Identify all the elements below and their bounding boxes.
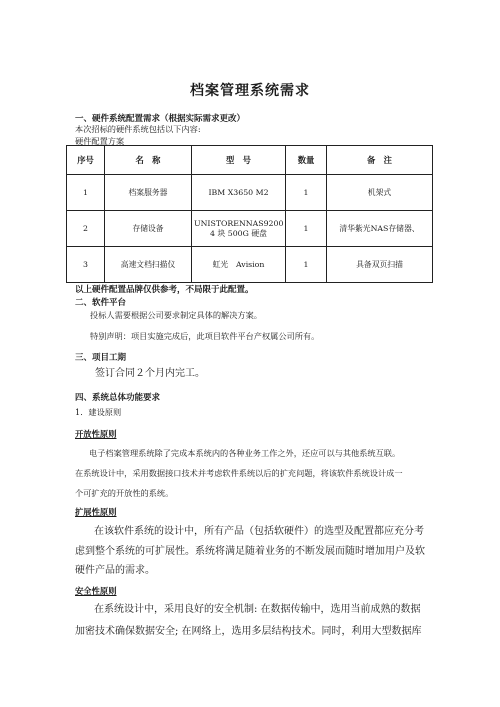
cell-note: 清华紫光NAS存储器、 bbox=[327, 211, 433, 247]
security-principle-line: 在系统设计中，采用良好的安全机制: 在数据传输中，选用当前成熟的数据 bbox=[94, 604, 421, 615]
table-row bbox=[67, 247, 433, 283]
document-title: 档案管理系统需求 bbox=[190, 83, 310, 99]
cell-qty: 1 bbox=[286, 211, 327, 247]
open-principle-line: 个可扩充的开放性的系统。 bbox=[75, 488, 174, 498]
security-principle-title: 安全性原则 bbox=[75, 586, 117, 596]
section-1-plan-label: 硬件配置方案 bbox=[75, 136, 125, 146]
table-footnote: 以上硬件配置品牌仅供参考，不局限于此配置。 bbox=[75, 285, 254, 295]
section-4-heading: 四、系统总体功能要求 bbox=[75, 393, 161, 403]
header-cell: 型 号 bbox=[192, 146, 286, 175]
cell-no: 3 bbox=[67, 247, 105, 283]
ext-principle-line: 虑到整个系统的可扩展性。系统将满足随着业务的不断发展而随时增加用户及软 bbox=[75, 546, 425, 557]
header-cell: 序号 bbox=[67, 146, 105, 175]
cell-no: 1 bbox=[67, 175, 105, 211]
section-3-p1: 签订合同２个月内完工。 bbox=[95, 368, 205, 379]
open-principle-line: 电子档案管理系统除了完成本系统内的各种业务工作之外，还应可以与其他系统互联。 bbox=[89, 448, 401, 458]
section-2-p1: 投标人需要根据公司要求制定具体的解决方案。 bbox=[90, 310, 262, 320]
cell-name: 档案服务器 bbox=[105, 175, 192, 211]
header-cell: 名 称 bbox=[105, 146, 192, 175]
section-2-p2: 特别声明：项目实施完成后，此项目软件平台产权属公司所有。 bbox=[90, 331, 320, 341]
section-1-heading: 一、硬件系统配置需求（根据实际需求更改） bbox=[75, 114, 246, 124]
section-4-sub1: 1．建设原则 bbox=[75, 407, 122, 417]
cell-qty: 1 bbox=[286, 247, 327, 283]
table-row bbox=[67, 211, 433, 247]
table-row bbox=[67, 175, 433, 211]
open-principle-line: 在系统设计中，采用数据接口技术并考虑软件系统以后的扩充问题，将该软件系统设计成一 bbox=[75, 468, 403, 478]
hardware-config-table bbox=[66, 145, 433, 283]
cell-model: 虹光 Avision bbox=[192, 247, 286, 283]
section-2-heading: 二、软件平台 bbox=[75, 298, 127, 308]
cell-name: 存储设备 bbox=[105, 211, 192, 247]
cell-name: 高速文档扫描仪 bbox=[105, 247, 192, 283]
cell-note: 机架式 bbox=[327, 175, 433, 211]
ext-principle-line: 在该软件系统的设计中，所有产品（包括软硬件）的选型及配置都应充分考 bbox=[94, 526, 424, 537]
cell-qty: 1 bbox=[286, 175, 327, 211]
section-1-intro: 本次招标的硬件系统包括以下内容: bbox=[75, 124, 201, 134]
security-principle-line: 加密技术确保数据安全; 在网络上，选用多层结构技术。同时，利用大型数据库 bbox=[75, 626, 422, 637]
cell-no: 2 bbox=[67, 211, 105, 247]
header-cell: 数量 bbox=[286, 146, 327, 175]
cell-model: UNISTORENNAS9200 4 块 500G 硬盘 bbox=[192, 211, 286, 247]
cell-model: IBM X3650 M2 bbox=[192, 175, 286, 211]
open-principle-title: 开放性原则 bbox=[75, 429, 117, 439]
table-header-row bbox=[67, 146, 433, 175]
header-cell: 备 注 bbox=[327, 146, 433, 175]
section-3-heading: 三、项目工期 bbox=[75, 353, 127, 363]
ext-principle-title: 扩展性原则 bbox=[75, 507, 117, 517]
ext-principle-line: 硬件产品的需求。 bbox=[75, 565, 155, 576]
cell-note: 具备双页扫描 bbox=[327, 247, 433, 283]
